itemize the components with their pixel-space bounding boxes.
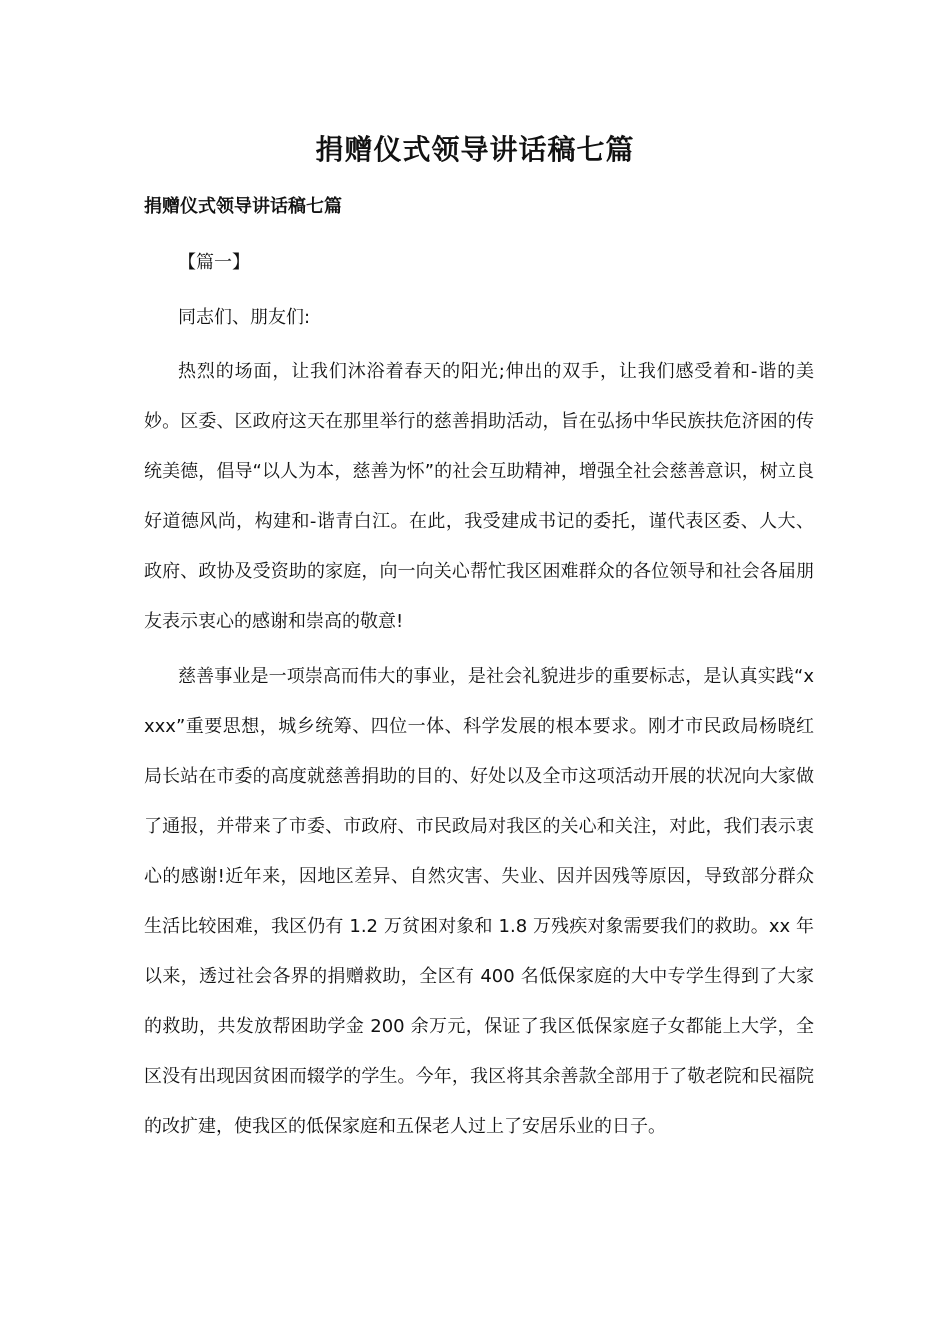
document-title: 捐赠仪式领导讲话稿七篇 [315,133,635,166]
section-label: 【篇一】 [178,252,250,273]
body-paragraph: 慈善事业是一项崇高而伟大的事业，是社会礼貌进步的重要标志，是认真实践“xxxx”重要思想，城乡统筹、四位一体、科学发展的根本要求。刚才市民政局杨晓红局长站在市委的高度就慈善捐助的目的、好处以及全市这项活动开展的状况向大家做了通报，并带来了市委、市政府、市民政局对我区的关心和关注，对此，我们表示衷心的感谢!近年来，因地区差异、自然灾害、失业、因并因残等原因，导致部分群众生活比较困难，我区仍有 1.2 万贫困对象和 1.8 万残疾对象需要我们的救助。xx 年以来，透过社会各界的捐赠救助，全区有 400 名低保家庭的大中专学生得到了大家的救助，共发放帮困助学金 200 余万元，保证了我区低保家庭子女都能上大学，全区没有出现因贫困而辍学的学生。今年，我区将其余善款全部用于了敬老院和民福院的改扩建，使我区的低保家庭和五保老人过上了安居乐业的日子。 [144,666,814,1137]
document-subtitle: 捐赠仪式领导讲话稿七篇 [144,196,342,217]
greeting: 同志们、朋友们: [178,307,311,328]
body-paragraph: 热烈的场面，让我们沐浴着春天的阳光;伸出的双手，让我们感受着和-谐的美妙。区委、区政府这天在那里举行的慈善捐助活动，旨在弘扬中华民族扶危济困的传统美德，倡导“以人为本，慈善为怀”的社会互助精神，增强全社会慈善意识，树立良好道德风尚，构建和-谐青白江。在此，我受建成书记的委托，谨代表区委、人大、政府、政协及受资助的家庭，向一向关心帮忙我区困难群众的各位领导和社会各届朋友表示衷心的感谢和崇高的敬意! [144,361,814,632]
